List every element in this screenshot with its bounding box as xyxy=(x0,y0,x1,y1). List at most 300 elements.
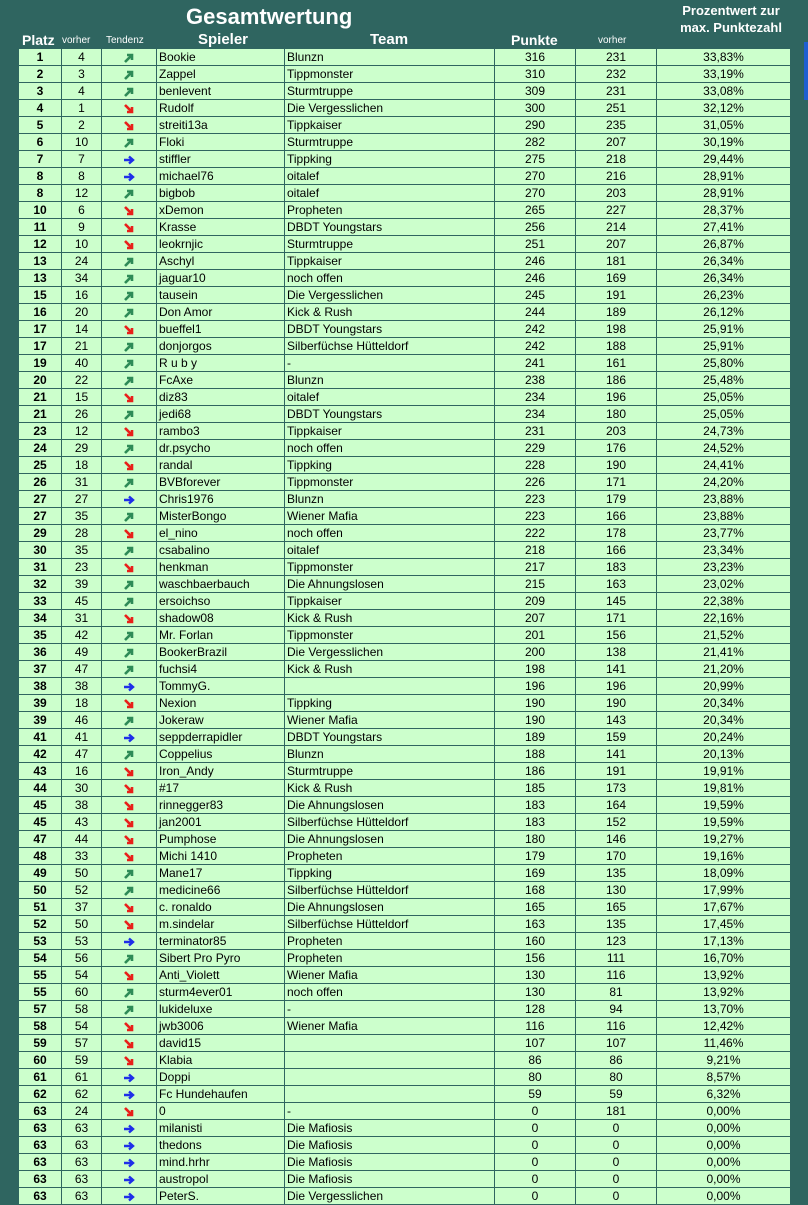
header-punkte: Punkte xyxy=(511,32,558,48)
cell-team: Die Ahnungslosen xyxy=(285,831,495,848)
cell-platz: 36 xyxy=(19,644,62,661)
cell-vorher-punkte: 214 xyxy=(576,219,657,236)
trend-same-icon xyxy=(123,1172,135,1186)
trend-down-icon xyxy=(123,560,135,574)
cell-team: Tippmonster xyxy=(285,474,495,491)
cell-prozent: 23,88% xyxy=(657,491,791,508)
cell-tendenz xyxy=(102,763,157,780)
cell-spieler: rinnegger83 xyxy=(157,797,285,814)
table-row xyxy=(19,1001,791,1018)
table-row xyxy=(19,831,791,848)
cell-spieler: MisterBongo xyxy=(157,508,285,525)
trend-up-icon xyxy=(123,645,135,659)
cell-tendenz xyxy=(102,389,157,406)
table-row xyxy=(19,83,791,100)
cell-spieler: Floki xyxy=(157,134,285,151)
trend-up-icon xyxy=(123,254,135,268)
table-row xyxy=(19,423,791,440)
table-row xyxy=(19,491,791,508)
cell-vorher-punkte: 186 xyxy=(576,372,657,389)
cell-team: Die Vergesslichen xyxy=(285,644,495,661)
cell-team: noch offen xyxy=(285,440,495,457)
cell-team: noch offen xyxy=(285,270,495,287)
cell-tendenz xyxy=(102,1171,157,1188)
cell-platz: 63 xyxy=(19,1137,62,1154)
cell-punkte: 80 xyxy=(495,1069,576,1086)
cell-tendenz xyxy=(102,899,157,916)
cell-punkte: 200 xyxy=(495,644,576,661)
cell-spieler: R u b y xyxy=(157,355,285,372)
cell-vorher-punkte: 166 xyxy=(576,542,657,559)
cell-team: Tippmonster xyxy=(285,559,495,576)
cell-platz: 54 xyxy=(19,950,62,967)
cell-platz: 27 xyxy=(19,491,62,508)
table-row xyxy=(19,559,791,576)
cell-punkte: 185 xyxy=(495,780,576,797)
cell-prozent: 32,12% xyxy=(657,100,791,117)
cell-vorher: 29 xyxy=(62,440,102,457)
cell-spieler: bigbob xyxy=(157,185,285,202)
cell-prozent: 17,45% xyxy=(657,916,791,933)
cell-platz: 58 xyxy=(19,1018,62,1035)
cell-platz: 23 xyxy=(19,423,62,440)
cell-vorher: 50 xyxy=(62,916,102,933)
cell-prozent: 17,99% xyxy=(657,882,791,899)
trend-up-icon xyxy=(123,186,135,200)
cell-vorher-punkte: 141 xyxy=(576,661,657,678)
cell-team: Wiener Mafia xyxy=(285,967,495,984)
cell-punkte: 241 xyxy=(495,355,576,372)
cell-punkte: 59 xyxy=(495,1086,576,1103)
cell-prozent: 23,88% xyxy=(657,508,791,525)
cell-vorher: 16 xyxy=(62,763,102,780)
table-row xyxy=(19,457,791,474)
cell-team: Propheten xyxy=(285,202,495,219)
table-row xyxy=(19,185,791,202)
cell-vorher: 38 xyxy=(62,797,102,814)
cell-platz: 43 xyxy=(19,763,62,780)
trend-down-icon xyxy=(123,900,135,914)
trend-down-icon xyxy=(123,849,135,863)
cell-vorher-punkte: 107 xyxy=(576,1035,657,1052)
cell-prozent: 30,19% xyxy=(657,134,791,151)
cell-platz: 59 xyxy=(19,1035,62,1052)
cell-tendenz xyxy=(102,797,157,814)
cell-vorher-punkte: 80 xyxy=(576,1069,657,1086)
cell-punkte: 246 xyxy=(495,253,576,270)
cell-punkte: 282 xyxy=(495,134,576,151)
cell-vorher: 41 xyxy=(62,729,102,746)
trend-down-icon xyxy=(123,424,135,438)
cell-vorher-punkte: 180 xyxy=(576,406,657,423)
percent-header-line2: max. Punktezahl xyxy=(680,20,782,35)
cell-tendenz xyxy=(102,117,157,134)
cell-platz: 55 xyxy=(19,967,62,984)
cell-platz: 13 xyxy=(19,270,62,287)
cell-prozent: 29,44% xyxy=(657,151,791,168)
cell-spieler: diz83 xyxy=(157,389,285,406)
table-row xyxy=(19,202,791,219)
cell-tendenz xyxy=(102,185,157,202)
cell-tendenz xyxy=(102,372,157,389)
cell-punkte: 256 xyxy=(495,219,576,236)
cell-platz: 33 xyxy=(19,593,62,610)
cell-punkte: 186 xyxy=(495,763,576,780)
cell-tendenz xyxy=(102,508,157,525)
table-row xyxy=(19,1018,791,1035)
trend-up-icon xyxy=(123,475,135,489)
cell-vorher-punkte: 0 xyxy=(576,1120,657,1137)
cell-prozent: 16,70% xyxy=(657,950,791,967)
cell-spieler: Coppelius xyxy=(157,746,285,763)
trend-down-icon xyxy=(123,832,135,846)
cell-punkte: 234 xyxy=(495,406,576,423)
cell-vorher-punkte: 81 xyxy=(576,984,657,1001)
table-row xyxy=(19,406,791,423)
cell-spieler: bueffel1 xyxy=(157,321,285,338)
cell-prozent: 26,34% xyxy=(657,270,791,287)
cell-vorher: 1 xyxy=(62,100,102,117)
table-row xyxy=(19,66,791,83)
cell-spieler: Rudolf xyxy=(157,100,285,117)
cell-vorher-punkte: 165 xyxy=(576,899,657,916)
cell-tendenz xyxy=(102,780,157,797)
table-row xyxy=(19,984,791,1001)
cell-platz: 25 xyxy=(19,457,62,474)
cell-spieler: xDemon xyxy=(157,202,285,219)
cell-team: Blunzn xyxy=(285,49,495,66)
cell-platz: 21 xyxy=(19,389,62,406)
cell-vorher: 18 xyxy=(62,695,102,712)
cell-vorher: 35 xyxy=(62,542,102,559)
cell-vorher: 63 xyxy=(62,1188,102,1205)
cell-prozent: 28,91% xyxy=(657,168,791,185)
cell-spieler: Anti_Violett xyxy=(157,967,285,984)
cell-punkte: 0 xyxy=(495,1188,576,1205)
cell-platz: 63 xyxy=(19,1103,62,1120)
cell-team: oitalef xyxy=(285,185,495,202)
cell-vorher-punkte: 123 xyxy=(576,933,657,950)
cell-prozent: 9,21% xyxy=(657,1052,791,1069)
cell-spieler: jan2001 xyxy=(157,814,285,831)
table-row xyxy=(19,967,791,984)
table-row xyxy=(19,321,791,338)
page-title: Gesamtwertung xyxy=(186,4,353,29)
cell-vorher: 43 xyxy=(62,814,102,831)
trend-up-icon xyxy=(123,288,135,302)
cell-platz: 38 xyxy=(19,678,62,695)
cell-team: Die Mafiosis xyxy=(285,1171,495,1188)
cell-spieler: csabalino xyxy=(157,542,285,559)
cell-prozent: 24,41% xyxy=(657,457,791,474)
cell-vorher: 27 xyxy=(62,491,102,508)
cell-vorher-punkte: 116 xyxy=(576,1018,657,1035)
cell-prozent: 23,02% xyxy=(657,576,791,593)
cell-team: Tippking xyxy=(285,151,495,168)
cell-prozent: 0,00% xyxy=(657,1120,791,1137)
table-row xyxy=(19,542,791,559)
cell-tendenz xyxy=(102,831,157,848)
cell-spieler: medicine66 xyxy=(157,882,285,899)
cell-vorher-punkte: 191 xyxy=(576,763,657,780)
cell-platz: 34 xyxy=(19,610,62,627)
cell-platz: 11 xyxy=(19,219,62,236)
cell-vorher: 63 xyxy=(62,1154,102,1171)
cell-prozent: 19,27% xyxy=(657,831,791,848)
cell-team: Kick & Rush xyxy=(285,610,495,627)
table-row xyxy=(19,729,791,746)
cell-spieler: streiti13a xyxy=(157,117,285,134)
cell-spieler: Klabia xyxy=(157,1052,285,1069)
cell-vorher: 54 xyxy=(62,967,102,984)
cell-punkte: 209 xyxy=(495,593,576,610)
cell-vorher: 30 xyxy=(62,780,102,797)
trend-same-icon xyxy=(123,169,135,183)
cell-tendenz xyxy=(102,406,157,423)
cell-vorher: 60 xyxy=(62,984,102,1001)
cell-vorher-punkte: 176 xyxy=(576,440,657,457)
cell-tendenz xyxy=(102,491,157,508)
scrollbar-edge[interactable] xyxy=(804,42,808,100)
cell-vorher-punkte: 146 xyxy=(576,831,657,848)
table-row xyxy=(19,882,791,899)
table-row xyxy=(19,304,791,321)
table-row xyxy=(19,1137,791,1154)
cell-tendenz xyxy=(102,644,157,661)
cell-tendenz xyxy=(102,151,157,168)
cell-team: DBDT Youngstars xyxy=(285,406,495,423)
cell-vorher: 45 xyxy=(62,593,102,610)
trend-up-icon xyxy=(123,747,135,761)
cell-team: Propheten xyxy=(285,950,495,967)
cell-vorher-punkte: 0 xyxy=(576,1154,657,1171)
cell-vorher: 12 xyxy=(62,423,102,440)
cell-prozent: 19,59% xyxy=(657,797,791,814)
cell-tendenz xyxy=(102,1035,157,1052)
cell-tendenz xyxy=(102,253,157,270)
trend-up-icon xyxy=(123,50,135,64)
trend-down-icon xyxy=(123,458,135,472)
cell-vorher-punkte: 163 xyxy=(576,576,657,593)
cell-team: - xyxy=(285,1001,495,1018)
table-row xyxy=(19,712,791,729)
cell-team: Silberfüchse Hütteldorf xyxy=(285,338,495,355)
cell-punkte: 316 xyxy=(495,49,576,66)
cell-tendenz xyxy=(102,83,157,100)
cell-vorher: 16 xyxy=(62,287,102,304)
cell-prozent: 22,38% xyxy=(657,593,791,610)
cell-spieler: Krasse xyxy=(157,219,285,236)
cell-platz: 8 xyxy=(19,168,62,185)
cell-tendenz xyxy=(102,457,157,474)
cell-punkte: 107 xyxy=(495,1035,576,1052)
cell-punkte: 244 xyxy=(495,304,576,321)
table-row xyxy=(19,508,791,525)
cell-platz: 31 xyxy=(19,559,62,576)
cell-vorher: 56 xyxy=(62,950,102,967)
cell-tendenz xyxy=(102,1103,157,1120)
cell-tendenz xyxy=(102,848,157,865)
table-row xyxy=(19,525,791,542)
cell-prozent: 33,83% xyxy=(657,49,791,66)
table-row xyxy=(19,151,791,168)
cell-team: Blunzn xyxy=(285,372,495,389)
cell-punkte: 0 xyxy=(495,1154,576,1171)
cell-prozent: 24,52% xyxy=(657,440,791,457)
cell-punkte: 190 xyxy=(495,712,576,729)
cell-punkte: 242 xyxy=(495,321,576,338)
cell-tendenz xyxy=(102,593,157,610)
table-row xyxy=(19,661,791,678)
cell-spieler: c. ronaldo xyxy=(157,899,285,916)
cell-vorher-punkte: 138 xyxy=(576,644,657,661)
cell-tendenz xyxy=(102,559,157,576)
cell-vorher: 31 xyxy=(62,474,102,491)
cell-team: oitalef xyxy=(285,389,495,406)
trend-up-icon xyxy=(123,1002,135,1016)
cell-spieler: BVBforever xyxy=(157,474,285,491)
cell-vorher: 7 xyxy=(62,151,102,168)
cell-platz: 17 xyxy=(19,338,62,355)
cell-punkte: 234 xyxy=(495,389,576,406)
cell-tendenz xyxy=(102,627,157,644)
cell-punkte: 156 xyxy=(495,950,576,967)
cell-vorher: 14 xyxy=(62,321,102,338)
table-row xyxy=(19,219,791,236)
cell-vorher-punkte: 203 xyxy=(576,423,657,440)
cell-prozent: 17,67% xyxy=(657,899,791,916)
cell-punkte: 128 xyxy=(495,1001,576,1018)
cell-prozent: 26,23% xyxy=(657,287,791,304)
cell-vorher-punkte: 196 xyxy=(576,389,657,406)
cell-prozent: 25,48% xyxy=(657,372,791,389)
table-row xyxy=(19,355,791,372)
cell-punkte: 86 xyxy=(495,1052,576,1069)
cell-vorher: 21 xyxy=(62,338,102,355)
cell-vorher: 28 xyxy=(62,525,102,542)
cell-vorher: 49 xyxy=(62,644,102,661)
trend-down-icon xyxy=(123,815,135,829)
cell-tendenz xyxy=(102,967,157,984)
cell-tendenz xyxy=(102,236,157,253)
cell-vorher-punkte: 251 xyxy=(576,100,657,117)
cell-vorher-punkte: 231 xyxy=(576,83,657,100)
trend-down-icon xyxy=(123,203,135,217)
table-row xyxy=(19,678,791,695)
table-row xyxy=(19,933,791,950)
cell-platz: 53 xyxy=(19,933,62,950)
cell-team: Propheten xyxy=(285,933,495,950)
cell-tendenz xyxy=(102,576,157,593)
trend-down-icon xyxy=(123,968,135,982)
cell-tendenz xyxy=(102,321,157,338)
cell-vorher: 26 xyxy=(62,406,102,423)
cell-vorher-punkte: 173 xyxy=(576,780,657,797)
table-row xyxy=(19,49,791,66)
cell-vorher-punkte: 0 xyxy=(576,1171,657,1188)
cell-vorher-punkte: 196 xyxy=(576,678,657,695)
trend-up-icon xyxy=(123,951,135,965)
cell-spieler: lukideluxe xyxy=(157,1001,285,1018)
trend-same-icon xyxy=(123,1121,135,1135)
cell-tendenz xyxy=(102,304,157,321)
cell-vorher-punkte: 94 xyxy=(576,1001,657,1018)
table-row xyxy=(19,270,791,287)
cell-vorher: 15 xyxy=(62,389,102,406)
trend-same-icon xyxy=(123,934,135,948)
cell-punkte: 179 xyxy=(495,848,576,865)
trend-up-icon xyxy=(123,373,135,387)
cell-tendenz xyxy=(102,100,157,117)
cell-team: Silberfüchse Hütteldorf xyxy=(285,814,495,831)
cell-team: Tippkaiser xyxy=(285,593,495,610)
cell-prozent: 26,34% xyxy=(657,253,791,270)
cell-platz: 49 xyxy=(19,865,62,882)
cell-spieler: Aschyl xyxy=(157,253,285,270)
cell-spieler: el_nino xyxy=(157,525,285,542)
cell-team xyxy=(285,1069,495,1086)
cell-vorher-punkte: 188 xyxy=(576,338,657,355)
cell-spieler: Pumphose xyxy=(157,831,285,848)
cell-vorher-punkte: 207 xyxy=(576,134,657,151)
cell-platz: 51 xyxy=(19,899,62,916)
cell-punkte: 270 xyxy=(495,185,576,202)
cell-punkte: 116 xyxy=(495,1018,576,1035)
cell-prozent: 25,91% xyxy=(657,321,791,338)
trend-up-icon xyxy=(123,441,135,455)
cell-punkte: 228 xyxy=(495,457,576,474)
cell-vorher: 63 xyxy=(62,1171,102,1188)
cell-spieler: Mr. Forlan xyxy=(157,627,285,644)
cell-spieler: #17 xyxy=(157,780,285,797)
cell-prozent: 13,70% xyxy=(657,1001,791,1018)
cell-spieler: thedons xyxy=(157,1137,285,1154)
cell-prozent: 6,32% xyxy=(657,1086,791,1103)
cell-team: Tippkaiser xyxy=(285,253,495,270)
table-row xyxy=(19,1188,791,1205)
cell-prozent: 33,08% xyxy=(657,83,791,100)
cell-prozent: 20,13% xyxy=(657,746,791,763)
table-row xyxy=(19,763,791,780)
table-row xyxy=(19,1154,791,1171)
cell-platz: 63 xyxy=(19,1154,62,1171)
trend-down-icon xyxy=(123,390,135,404)
cell-prozent: 23,77% xyxy=(657,525,791,542)
cell-platz: 20 xyxy=(19,372,62,389)
table-row xyxy=(19,1086,791,1103)
cell-prozent: 0,00% xyxy=(657,1171,791,1188)
cell-spieler: terminator85 xyxy=(157,933,285,950)
cell-tendenz xyxy=(102,1001,157,1018)
cell-punkte: 229 xyxy=(495,440,576,457)
cell-tendenz xyxy=(102,712,157,729)
cell-vorher: 39 xyxy=(62,576,102,593)
cell-vorher-punkte: 59 xyxy=(576,1086,657,1103)
cell-punkte: 270 xyxy=(495,168,576,185)
cell-team: Die Ahnungslosen xyxy=(285,576,495,593)
cell-platz: 60 xyxy=(19,1052,62,1069)
cell-platz: 7 xyxy=(19,151,62,168)
cell-spieler: Mane17 xyxy=(157,865,285,882)
cell-vorher-punkte: 141 xyxy=(576,746,657,763)
cell-spieler: PeterS. xyxy=(157,1188,285,1205)
cell-spieler: milanisti xyxy=(157,1120,285,1137)
cell-vorher-punkte: 135 xyxy=(576,916,657,933)
cell-punkte: 180 xyxy=(495,831,576,848)
header-vorher-punkte: vorher xyxy=(598,35,627,46)
cell-vorher: 50 xyxy=(62,865,102,882)
cell-vorher: 10 xyxy=(62,236,102,253)
